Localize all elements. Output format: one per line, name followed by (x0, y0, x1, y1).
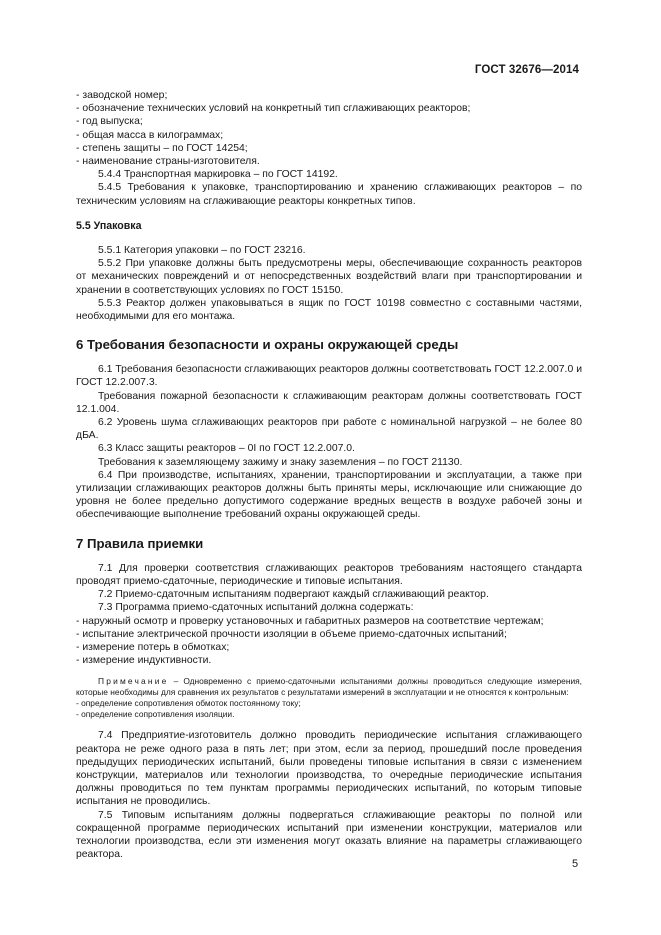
document-code: ГОСТ 32676—2014 (474, 64, 579, 76)
list-item: - обозначение технических условий на конкретный тип сглаживающих реакторов; (76, 103, 471, 115)
list-item: - заводской номер; (76, 90, 168, 101)
list-item: - общая масса в килограммах; (76, 129, 224, 141)
page-content (76, 89, 582, 861)
paragraph-7-2: 7.2 Приемо-сдаточным испытаниям подвергают каждый сглаживающий реактор. (98, 589, 489, 601)
paragraph-7-3: 7.3 Программа приемо-сдаточных испытаний должна содержать: (98, 602, 414, 614)
paragraph-6-2: 6.2 Уровень шума сглаживающих реакторов при работе с номинальной нагрузкой – не более 80 дБА. (76, 417, 582, 442)
section-heading-7: 7 Правила приемки (76, 535, 204, 551)
paragraph-7-5: 7.5 Типовым испытаниям должны подвергаться сглаживающие реакторы по полной или сокращенной программе периодических испытаний при изменении конструкции, материалов или технологии производства, если эти изменения могут оказать влияние на параметры сглаживающего реактора. (76, 809, 582, 861)
list-item: - испытание электрической прочности изоляции в объеме приемо-сдаточных испытаний; (76, 628, 507, 640)
paragraph-6-1: 6.1 Требования безопасности сглаживающих реакторов должны соответствовать ГОСТ 12.2.007.0 и ГОСТ 12.2.007.3. (76, 364, 582, 389)
paragraph-5-5-2: 5.5.2 При упаковке должны быть предусмотрены меры, обеспечивающие сохранность реакторов от механических повреждений и от непосредственных воздействий влаги при транспортировании и хранении в соответствующих условиях по ГОСТ 15150. (76, 258, 582, 296)
paragraph-7-1: 7.1 Для проверки соответствия сглаживающих реакторов требованиям настоящего стандарта проводят приемо-сдаточные, периодические и типовые испытания. (76, 562, 582, 587)
list-item: - наружный осмотр и проверку установочных и габаритных размеров на соответствие чертежам; (76, 615, 544, 627)
list-item: - год выпуска; (76, 116, 143, 128)
note-body: – Одновременно с приемо-сдаточными испытаниями должны проводиться следующие измерения, которые необходимы для сравнения их результатов с результатами измерений в эксплуатации и не относятся к контрольным: (76, 676, 582, 698)
paragraph-5-5-1: 5.5.1 Категория упаковки – по ГОСТ 23216. (98, 245, 306, 257)
subsection-heading-5-5: 5.5 Упаковка (76, 219, 142, 232)
paragraph-5-4-5: 5.4.5 Требования к упаковке, транспортированию и хранению сглаживающих реакторов – по техническим условиям на сглаживающие реакторы конкретных типов. (76, 182, 582, 207)
list-item: - измерение потерь в обмотках; (76, 641, 230, 653)
spacer (76, 720, 582, 729)
page-number: 5 (572, 858, 579, 870)
paragraph-5-5-3: 5.5.3 Реактор должен упаковываться в ящик по ГОСТ 10198 совместно с составными частями, необходимыми для его монтажа. (76, 297, 582, 323)
list-item: - наименование страны-изготовителя. (76, 156, 260, 168)
note-label: Примечание (98, 676, 169, 687)
list-item: - степень защиты – по ГОСТ 14254; (76, 142, 248, 154)
list-item: - измерение индуктивности. (76, 655, 212, 667)
paragraph-6-4: 6.4 При производстве, испытаниях, хранении, транспортировании и эксплуатации, а также при утилизации сглаживающих реакторов должны быть приняты меры, исключающие или снижающие до уровня не более предельно допустимого содержание вредных веществ в воздухе рабочей зоны и обеспечивающие выполнение требований охраны окружающей среды. (76, 469, 582, 521)
paragraph-6-3-grounding: Требования к заземляющему зажиму и знаку заземления – по ГОСТ 21130. (98, 456, 463, 468)
note-item: - определение сопротивления обмоток постоянному току; (76, 698, 301, 709)
paragraph-5-4-4: 5.4.4 Транспортная маркировка – по ГОСТ 14192. (98, 169, 338, 181)
note-text (76, 676, 582, 698)
spacer (76, 667, 582, 676)
note-block (76, 676, 582, 720)
section-heading-6: 6 Требования безопасности и охраны окружающей среды (76, 337, 459, 353)
paragraph-7-4: 7.4 Предприятие-изготовитель должно проводить периодические испытания сглаживающего реактора не реже одного раза в пять лет; при этом, если за период, прошедший после проведения предыдущих периодических испытаний, были проведены типовые испытания в связи с изменением конструкции, материалов или технологии производства, то очередные периодические испытания должны проводиться по тем пунктам программы периодических испытаний, по которым типовые испытания не проводились. (76, 730, 582, 808)
paragraph-6-3: 6.3 Класс защиты реакторов – 0I по ГОСТ 12.2.007.0. (98, 443, 355, 455)
note-item: - определение сопротивления изоляции. (76, 709, 235, 720)
paragraph-6-1-fire: Требования пожарной безопасности к сглаживающим реакторам должны соответствовать ГОСТ 12.1.004. (76, 390, 582, 415)
